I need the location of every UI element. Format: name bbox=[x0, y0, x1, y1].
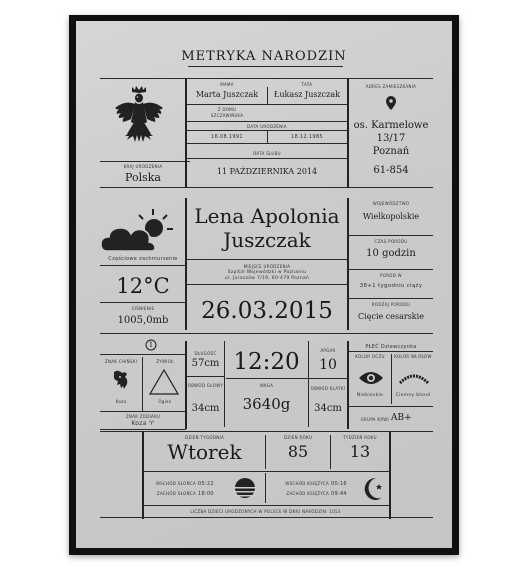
hair-icon bbox=[399, 374, 429, 384]
father-name: Łukasz Juszczak bbox=[274, 90, 340, 99]
partly-cloudy-icon bbox=[101, 205, 177, 253]
sunset-label: ZACHÓD SŁOŃCA bbox=[156, 491, 196, 496]
moonrise-value: 00:16 bbox=[331, 481, 347, 487]
gender-value: PŁEĆ Dziewczynka bbox=[365, 344, 417, 350]
day-of-year-value: 85 bbox=[287, 442, 309, 461]
element-label: ŻYWIOŁ bbox=[156, 359, 174, 364]
weight-label: WAGA bbox=[259, 383, 274, 388]
address-street: os. Karmelowe bbox=[353, 120, 429, 131]
weekday-label: DZIEŃ TYGODNIA bbox=[184, 435, 225, 440]
address-number: 13/17 bbox=[376, 133, 406, 144]
eye-icon bbox=[358, 370, 384, 386]
moonset-value: 09:44 bbox=[331, 491, 347, 497]
hospital-line1: Szpital Wojewódzki w Poznaniu bbox=[227, 270, 307, 275]
blood-type-label: GRUPA KRWI bbox=[360, 417, 389, 422]
day-of-year-label: DZIEŃ ROKU bbox=[283, 435, 313, 440]
mother-maiden-name: SZCZAWIŃSKA bbox=[210, 113, 244, 118]
sunset-value: 18:00 bbox=[198, 491, 214, 497]
pressure-label: CIŚNIENIE bbox=[131, 306, 155, 311]
delivery-value: Cięcie cesarskie bbox=[358, 312, 424, 321]
father-label: TATA bbox=[301, 82, 313, 87]
pregnancy-value: 38+1 tygodniu ciąży bbox=[359, 283, 423, 289]
weather-description: Częściowe zachmurzenie bbox=[108, 256, 178, 262]
region-label: WOJEWÓDZTWO bbox=[372, 201, 410, 206]
polish-eagle-icon bbox=[111, 84, 167, 148]
weight-value: 3640g bbox=[242, 395, 291, 413]
birth-time: 12:20 bbox=[233, 349, 300, 375]
moonset-label: ZACHÓD KSIĘŻYCA bbox=[286, 491, 329, 496]
hair-color-label: KOLOR WŁOSÓW bbox=[394, 354, 432, 359]
length-value: 57cm bbox=[191, 358, 220, 369]
head-label: OBWÓD GŁOWY bbox=[187, 383, 224, 388]
fire-element-icon bbox=[149, 369, 179, 395]
apgar-label: APGAR bbox=[320, 348, 336, 353]
labor-value: 10 godzin bbox=[366, 248, 416, 259]
moonrise-label: WSCHÓD KSIĘŻYCA bbox=[285, 481, 329, 486]
eye-color-label: KOLOR OCZU bbox=[355, 354, 385, 359]
head-value: 34cm bbox=[191, 403, 220, 414]
element-value: Ogień bbox=[158, 399, 172, 404]
chest-value: 34cm bbox=[314, 403, 342, 414]
blood-type-value: AB+ bbox=[391, 413, 412, 423]
day-footer: LICZBA DZIECI URODZONYCH W POLSCE W DNIU NARODZIN: 1053 bbox=[190, 509, 341, 514]
country-value: Polska bbox=[125, 171, 161, 184]
child-first-names: Lena Apolonia bbox=[194, 204, 340, 228]
crescent-moon-icon bbox=[360, 476, 384, 502]
apgar-value: 10 bbox=[319, 357, 337, 373]
week-of-year-label: TYDZIEŃ ROKU bbox=[343, 435, 377, 440]
location-pin-icon bbox=[386, 96, 396, 110]
pregnancy-label: POROD W bbox=[380, 273, 402, 278]
sunrise-label: WSCHÓD SŁOŃCA bbox=[155, 481, 196, 486]
sunrise-value: 05:22 bbox=[198, 481, 214, 487]
birth-certificate-poster bbox=[76, 21, 452, 548]
sunset-icon bbox=[233, 476, 257, 500]
weather-temperature: 12°C bbox=[116, 274, 170, 298]
parents-birthdates-label: DATA URODZENIA bbox=[247, 124, 287, 129]
child-surname: Juszczak bbox=[223, 228, 311, 252]
zodiac-count: 1 bbox=[148, 341, 154, 349]
wedding-date: 11 PAŹDZIERNIKA 2014 bbox=[216, 167, 318, 176]
week-of-year-value: 13 bbox=[349, 442, 371, 461]
wedding-label: DATA ŚLUBU bbox=[253, 151, 281, 156]
chinese-sign-value: Koza bbox=[115, 399, 127, 404]
country-label: KRAJ URODZENIA bbox=[123, 164, 163, 169]
hair-color-value: Ciemny blond bbox=[395, 393, 431, 398]
hospital-label: MIEJSCE URODZENIA bbox=[243, 264, 291, 269]
chinese-sign-label: ZNAK CHIŃSKI bbox=[104, 359, 138, 364]
labor-label: CZAS PORODU bbox=[374, 239, 408, 244]
pressure-value: 1005,0mb bbox=[117, 315, 169, 326]
mother-label: MAMA bbox=[220, 82, 234, 87]
eye-color-value: Niebieskie bbox=[356, 393, 384, 398]
poster-title: METRYKA NARODZIN bbox=[181, 49, 347, 64]
zodiac-sign-label: ZNAK ZODIAKU bbox=[125, 414, 161, 419]
zodiac-sign-value: Koza ♈ bbox=[131, 420, 155, 427]
mother-maiden-note: Z DOMU bbox=[217, 107, 237, 112]
weekday-value: Wtorek bbox=[167, 440, 242, 464]
region-value: Wielkopolskie bbox=[362, 212, 420, 221]
length-label: DŁUGOŚĆ bbox=[194, 351, 217, 356]
father-birthdate: 18.12.1985 bbox=[291, 134, 323, 140]
child-birthdate: 26.03.2015 bbox=[201, 298, 333, 324]
delivery-label: RODZAJ PORODU bbox=[371, 302, 411, 307]
chest-label: OBWÓD KLATKI bbox=[310, 386, 346, 391]
address-label: ADRES ZAMIESZKANIA bbox=[365, 84, 417, 89]
mother-name: Marta Juszczak bbox=[195, 90, 259, 99]
address-postal: 61-854 bbox=[373, 165, 409, 176]
mother-birthdate: 16.08.1991 bbox=[211, 134, 243, 140]
hospital-line2: ul. Juraszów 7/19, 60-479 Poznań bbox=[224, 276, 310, 281]
address-city: Poznań bbox=[372, 146, 410, 157]
goat-icon bbox=[109, 369, 131, 391]
